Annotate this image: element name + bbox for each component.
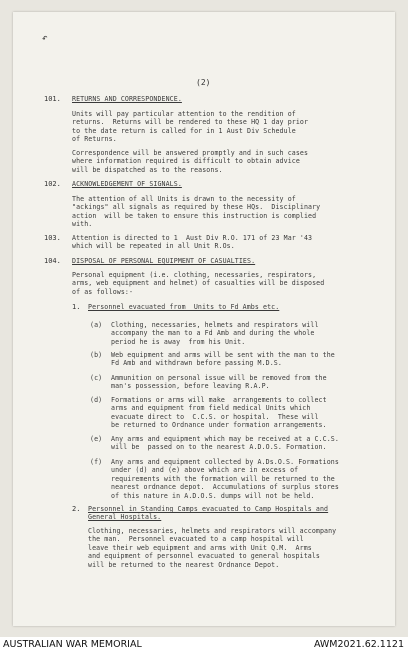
section-number: 103. <box>44 234 61 242</box>
section-number: 102. <box>44 180 61 188</box>
section-paragraph: Correspondence will be answered promptly and in such cases where information required is difficult to obtain advice will be dispatched as to the reasons. <box>72 149 309 174</box>
subitem-label: (f) <box>90 458 103 466</box>
subitem-text: Any arms and equipment collected by A.Ds.O.S. Formations under (d) and (e) above which are in excess of requirements with the formation will be returned to the nearest ordnance depot. Accumulations of surplus stores of this nature in A.D.O.S. dumps will not be held. <box>111 458 339 500</box>
item-number: 1. <box>72 303 81 311</box>
subitem-label: (d) <box>90 396 103 404</box>
subitem-text: Formations or arms will make arrangements to collect arms and equipment from field medical Units which evacuate direct to C.C.S. or hospital. These will be returned to Ordnance under formation arrangements. <box>111 396 327 430</box>
footer-catalogue-id: AWM2021.62.1121 <box>313 639 404 650</box>
page-number: (2) <box>196 78 211 87</box>
footer-credit: AUSTRALIAN WAR MEMORIAL <box>3 639 142 650</box>
subitem-text: Web equipment and arms will be sent with the man to the Fd Amb and withdrawn before passing M.D.S. <box>111 351 335 368</box>
section-paragraph: The attention of all Units is drawn to the necessity of "ackings" all signals as required by these HQs. Disciplinary action will be taken to ensure this instruction is complied with. <box>72 195 321 229</box>
item-paragraph: Clothing, necessaries, helmets and respirators will accompany the man. Personnel evacuated to a camp hospital will leave their web equipment and arms with Unit Q.M. Arms and equipment of personnel evacuated to general hospitals will be returned to the nearest Ordnance Depot. <box>88 527 337 569</box>
footer-bar <box>0 637 408 653</box>
subitem-label: (e) <box>90 435 103 443</box>
section-paragraph: Personal equipment (i.e. clothing, necessaries, respirators, arms, web equipment and helmet) of casualties will be disposed of as follows:- <box>72 271 325 296</box>
subitem-label: (a) <box>90 321 103 329</box>
section-paragraph: Attention is directed to 1 Aust Div R.O. 171 of 23 Mar '43 which will be repeated in all Unit R.Os. <box>72 234 313 251</box>
section-number: 101. <box>44 95 61 103</box>
section-title: DISPOSAL OF PERSONAL EQUIPMENT OF CASUALTIES. <box>72 257 256 265</box>
item-number: 2. <box>72 505 81 513</box>
subitem-label: (b) <box>90 351 103 359</box>
subitem-text: Ammunition on personal issue will be removed from the man's possession, before leaving R.A.P. <box>111 374 327 391</box>
section-title: RETURNS AND CORRESPONDENCE. <box>72 95 182 103</box>
subitem-text: Any arms and equipment which may be received at a C.C.S. will be passed on to the nearest A.D.O.S. Formation. <box>111 435 339 452</box>
subitem-label: (c) <box>90 374 103 382</box>
section-title: ACKNOWLEDGEMENT OF SIGNALS. <box>72 180 182 188</box>
section-paragraph: Units will pay particular attention to the rendition of returns. Returns will be rendered to these HQ 1 day prior to the date return is called for in 1 Aust Div Schedule of Returns. <box>72 110 309 144</box>
section-number: 104. <box>44 257 61 265</box>
item-title: Personnel in Standing Camps evacuated to Camp Hospitals and General Hospitals. <box>88 505 329 522</box>
subitem-text: Clothing, necessaries, helmets and respirators will accompany the man to a Fd Amb and during the whole period he is away from his Unit. <box>111 321 319 346</box>
pencil-mark-icon: ↶ <box>40 32 50 45</box>
item-title: Personnel evacuated from Units to Fd Ambs etc. <box>88 303 280 311</box>
